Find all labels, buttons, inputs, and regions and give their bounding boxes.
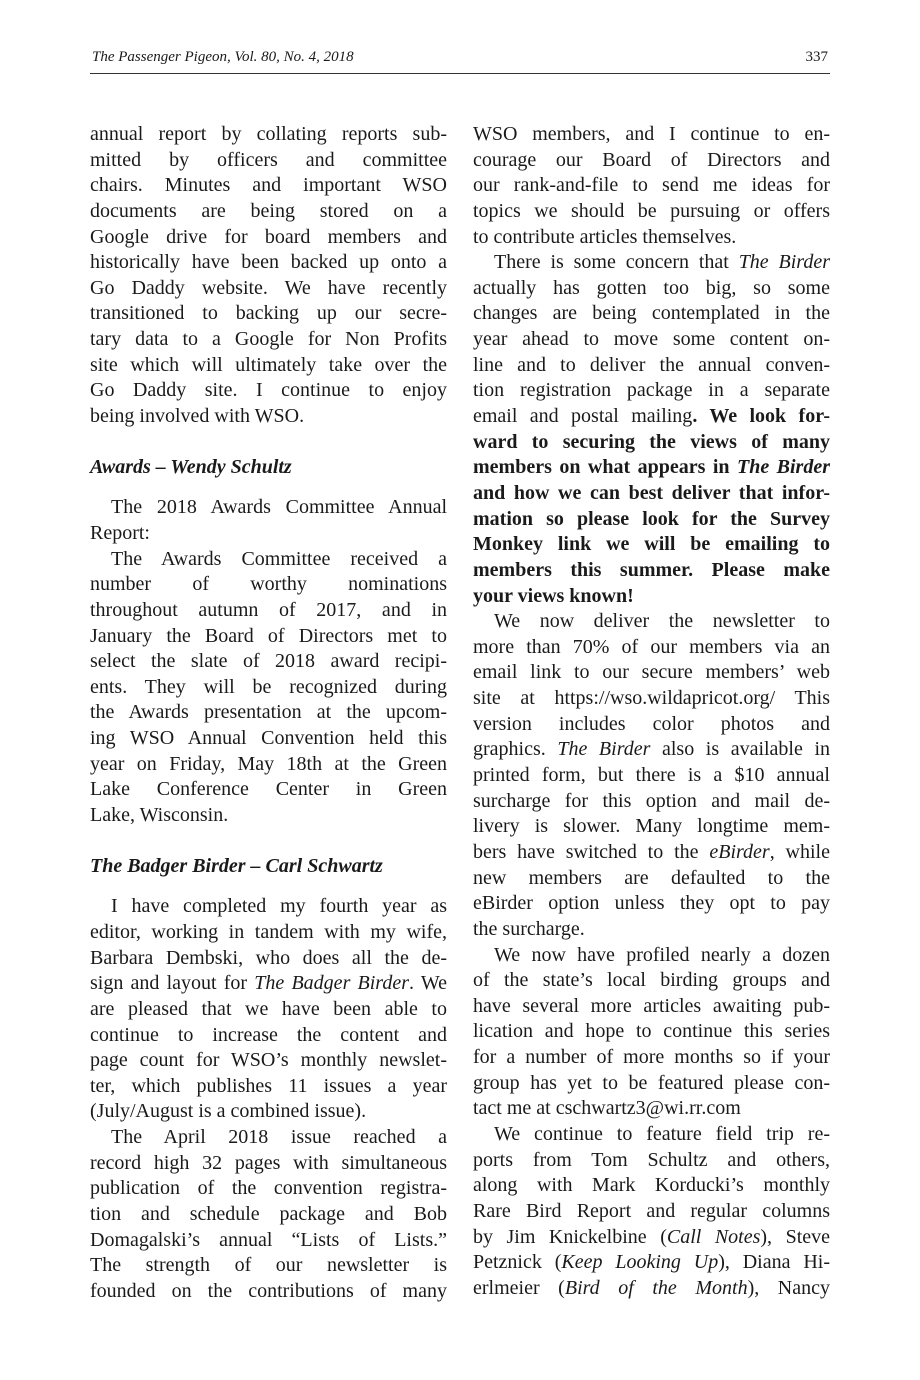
- text-line: site which will ultimately take over the: [90, 353, 447, 376]
- text-line: ing WSO Annual Convention held this: [90, 727, 447, 750]
- right-column: [473, 122, 830, 1301]
- text-run: also is available in: [650, 738, 830, 761]
- text-line: [473, 1225, 830, 1251]
- text-line: surcharge for this option and mail de-: [473, 789, 830, 812]
- paragraph: [473, 250, 830, 609]
- text-line: being involved with WSO.: [90, 405, 305, 428]
- text-line: tion and schedule package and Bob: [90, 1202, 447, 1225]
- styled-text: Keep Looking Up: [561, 1251, 719, 1274]
- text-line: are pleased that we have been able to: [90, 997, 447, 1020]
- text-run: There is some concern that: [494, 251, 739, 274]
- text-line: have several more articles awaiting pub-: [473, 994, 830, 1017]
- text-line: livery is slower. Many longtime mem-: [473, 815, 830, 838]
- journal-citation: The Passenger Pigeon, Vol. 80, No. 4, 2018: [92, 49, 354, 65]
- paragraph: [473, 1122, 830, 1301]
- text-line: record high 32 pages with simultaneous: [90, 1151, 447, 1174]
- text-run: ), Nancy: [747, 1276, 831, 1299]
- text-line: eBirder option unless they opt to pay: [473, 892, 830, 915]
- paragraph: [473, 122, 830, 250]
- text-line: actually has gotten too big, so some: [473, 276, 830, 299]
- text-run: graphics.: [473, 738, 558, 761]
- text-line: throughout autumn of 2017, and in: [90, 598, 447, 621]
- paragraph: [90, 495, 447, 546]
- paragraph: [90, 547, 447, 829]
- text-line: the surcharge.: [473, 917, 585, 940]
- header-rule: [90, 73, 830, 74]
- text-line: tact me at cschwartz3@wi.rr.com: [473, 1097, 741, 1120]
- text-line: number of worthy nominations: [90, 573, 447, 596]
- text-line: of the state’s local birding groups and: [473, 969, 830, 992]
- text-line: I have completed my fourth year as: [111, 895, 447, 918]
- text-line: topics we should be pursuing or offers: [473, 199, 830, 222]
- styled-text: members this summer. Please make: [473, 558, 830, 581]
- text-line: annual report by collating reports sub-: [90, 123, 447, 145]
- text-line: lication and hope to continue this series: [473, 1020, 830, 1043]
- text-line: The strength of our newsletter is: [90, 1254, 447, 1277]
- styled-text: Call Notes: [666, 1225, 761, 1248]
- text-run: erlmeier (: [473, 1276, 565, 1299]
- text-line: Rare Bird Report and regular columns: [473, 1199, 830, 1222]
- text-line: [473, 1276, 830, 1302]
- text-line: select the slate of 2018 award recipi-: [90, 650, 447, 673]
- text-line: WSO members, and I continue to en-: [473, 123, 830, 145]
- text-line: to contribute articles themselves.: [473, 225, 737, 248]
- text-line: (July/August is a combined issue).: [90, 1100, 367, 1123]
- text-line: courage our Board of Directors and: [473, 148, 830, 171]
- text-line: The 2018 Awards Committee Annual: [111, 496, 447, 519]
- text-line: [473, 558, 830, 584]
- styled-text: your views known!: [473, 584, 634, 607]
- text-line: line and to deliver the annual conven-: [473, 353, 830, 376]
- text-run: ), Steve: [760, 1225, 830, 1248]
- text-line: Google drive for board members and: [90, 225, 447, 248]
- text-line: new members are defaulted to the: [473, 866, 830, 889]
- text-line: founded on the contributions of many: [90, 1279, 447, 1302]
- styled-text: and how we can best deliver that infor-: [473, 481, 830, 504]
- paragraph: [473, 943, 830, 1122]
- text-line: ports from Tom Schultz and others,: [473, 1148, 830, 1171]
- text-line: the Awards presentation at the upcom-: [90, 701, 447, 724]
- left-column: [90, 122, 447, 1305]
- text-line: year on Friday, May 18th at the Green: [90, 752, 447, 775]
- text-line: historically have been backed up onto a: [90, 251, 447, 274]
- text-line: documents are being stored on a: [90, 199, 447, 222]
- text-line: mitted by officers and committee: [90, 148, 447, 171]
- text-line: changes are being contemplated in the: [473, 302, 830, 325]
- text-line: [473, 430, 830, 456]
- text-line: transitioned to backing up our secre-: [90, 302, 447, 325]
- text-line: [473, 250, 830, 276]
- text-line: tion registration package in a separate: [473, 379, 830, 402]
- text-line: chairs. Minutes and important WSO: [90, 174, 447, 197]
- styled-text: members on what appears in: [473, 456, 737, 479]
- text-line: continue to increase the content and: [90, 1023, 447, 1046]
- text-line: ents. They will be recognized during: [90, 675, 447, 698]
- text-line: printed form, but there is a $10 annual: [473, 764, 830, 787]
- styled-text: Bird of the Month: [564, 1276, 748, 1299]
- text-line: page count for WSO’s monthly newslet-: [90, 1049, 447, 1072]
- section-heading: The Badger Birder – Carl Schwartz: [90, 854, 383, 877]
- text-line: We continue to feature field trip re-: [494, 1122, 830, 1145]
- text-run: by Jim Knickelbine (: [473, 1225, 667, 1248]
- styled-text: ward to securing the views of many: [473, 430, 830, 453]
- text-run: ), Diana Hi-: [718, 1251, 830, 1274]
- text-line: [473, 1250, 830, 1276]
- text-line: email link to our secure members’ web: [473, 661, 830, 684]
- text-line: tary data to a Google for Non Profits: [90, 328, 447, 351]
- text-line: [473, 404, 830, 430]
- text-line: The Awards Committee received a: [111, 547, 447, 570]
- text-line: [473, 455, 830, 481]
- text-line: along with Mark Korducki’s monthly: [473, 1174, 830, 1197]
- styled-text: The Badger Birder: [254, 972, 410, 995]
- section-heading: Awards – Wendy Schultz: [90, 455, 292, 478]
- text-line: Domagalski’s annual “Lists of Lists.”: [90, 1228, 447, 1251]
- text-line: site at https://wso.wildapricot.org/ This: [473, 687, 830, 710]
- text-run: Petznick (: [473, 1251, 562, 1274]
- text-run: email and postal mailing: [473, 405, 693, 428]
- text-line: We now deliver the newsletter to: [494, 610, 830, 633]
- styled-text: The Birder: [736, 456, 831, 479]
- text-line: [473, 584, 830, 610]
- text-line: [473, 737, 830, 763]
- text-run: sign and layout for: [90, 972, 255, 995]
- text-run: bers have switched to the: [473, 840, 710, 863]
- text-line: We now have profiled nearly a dozen: [494, 943, 830, 966]
- text-line: Go Daddy website. We have recently: [90, 276, 447, 299]
- text-line: Lake, Wisconsin.: [90, 804, 229, 827]
- text-run: , while: [769, 840, 830, 863]
- styled-text: Monkey link we will be emailing to: [473, 533, 830, 556]
- text-line: group has yet to be featured please con-: [473, 1071, 830, 1094]
- text-line: version includes color photos and: [473, 712, 830, 735]
- paragraph: [90, 122, 447, 430]
- text-line: [473, 507, 830, 533]
- text-line: our rank-and-file to send me ideas for: [473, 174, 830, 197]
- text-line: [473, 532, 830, 558]
- styled-text: . We look for-: [692, 405, 830, 428]
- styled-text: The Birder: [738, 251, 831, 274]
- text-line: [90, 971, 447, 997]
- text-line: publication of the convention registra-: [90, 1177, 447, 1200]
- text-line: ter, which publishes 11 issues a year: [90, 1074, 447, 1097]
- text-line: Go Daddy site. I continue to enjoy: [90, 379, 447, 402]
- text-line: for a number of more months so if your: [473, 1046, 830, 1069]
- paragraph: [90, 1125, 447, 1304]
- text-line: editor, working in tandem with my wife,: [90, 920, 447, 943]
- text-run: . We: [409, 972, 447, 995]
- text-line: more than 70% of our members via an: [473, 635, 830, 658]
- text-line: Lake Conference Center in Green: [90, 778, 447, 801]
- text-line: The April 2018 issue reached a: [111, 1126, 447, 1149]
- paragraph: [473, 609, 830, 942]
- text-line: [473, 840, 830, 866]
- paragraph: [90, 894, 447, 1125]
- text-line: January the Board of Directors met to: [90, 624, 447, 647]
- text-line: year ahead to move some content on-: [473, 328, 830, 351]
- text-line: Report:: [90, 521, 150, 544]
- styled-text: mation so please look for the Survey: [473, 507, 830, 530]
- styled-text: eBirder: [709, 840, 770, 863]
- styled-text: The Birder: [557, 738, 651, 761]
- text-line: [473, 481, 830, 507]
- page-number: 337: [805, 49, 828, 65]
- running-header: [92, 49, 830, 71]
- text-line: Barbara Dembski, who does all the de-: [90, 946, 447, 969]
